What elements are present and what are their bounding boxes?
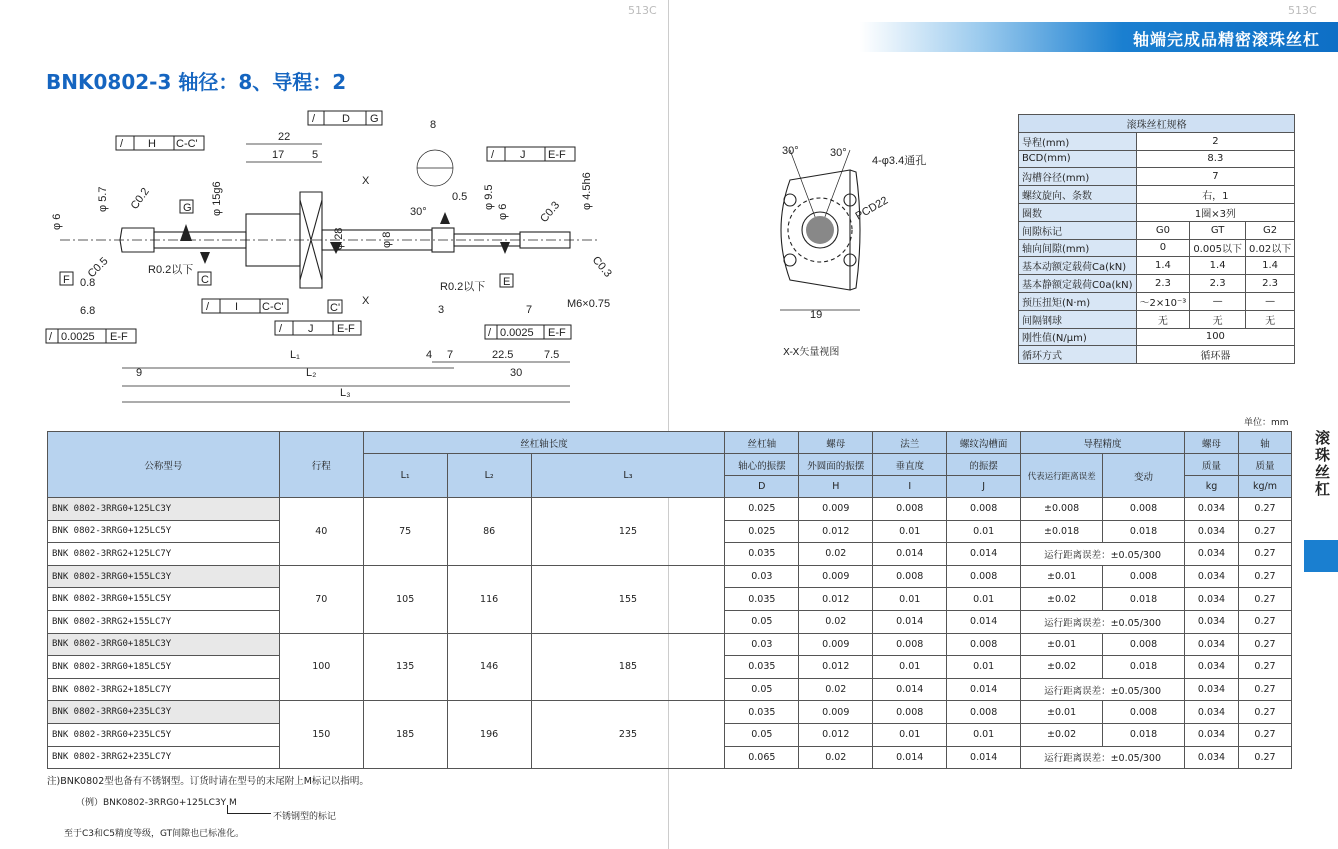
svg-text:X: X [362,295,370,307]
spec-value: ～2×10⁻³ [1136,292,1190,310]
lead-var-cell: 0.018 [1103,588,1185,611]
l1-cell: 105 [363,565,447,633]
model-cell: BNK 0802-3RRG0+125LC3Y [48,498,280,521]
nut-mass-cell: 0.034 [1185,610,1239,633]
header-nut-bot: kg [1185,476,1239,498]
svg-text:0.0025: 0.0025 [61,331,95,343]
svg-text:J: J [520,149,526,161]
svg-text:PCD22: PCD22 [853,194,891,223]
nut-mass-cell: 0.034 [1185,498,1239,521]
lead-rep-cell: ±0.01 [1021,565,1103,588]
runout-d-cell: 0.025 [725,498,799,521]
perp-i-cell: 0.01 [873,656,947,679]
l1-cell: 75 [363,498,447,566]
header-j-mid: 的振摆 [947,454,1021,476]
svg-text:E-F: E-F [548,149,566,161]
shaft-mass-cell: 0.27 [1238,565,1291,588]
svg-text:4-φ3.4通孔: 4-φ3.4通孔 [872,155,927,167]
header-lead: 导程精度 [1021,432,1185,454]
header-j-top: 螺纹沟槽面 [947,432,1021,454]
l3-cell: 185 [531,633,725,701]
model-cell: BNK 0802-3RRG0+185LC3Y [48,633,280,656]
shaft-mass-cell: 0.27 [1238,588,1291,611]
svg-text:22.5: 22.5 [492,349,514,361]
header-h-mid: 外圆面的振摆 [799,454,873,476]
table-row [48,498,1292,521]
lead-rep-cell: ±0.02 [1021,588,1103,611]
header-nut-top: 螺母 [1185,432,1239,454]
runout-j-cell: 0.008 [947,701,1021,724]
header-i-bot: I [873,476,947,498]
model-cell: BNK 0802-3RRG2+125LC7Y [48,543,280,566]
header-l1: L₁ [363,454,447,498]
header-stroke: 行程 [279,432,363,498]
svg-text:C-C': C-C' [176,138,198,150]
lead-merged-cell: 运行距离误差：±0.05/300 [1021,543,1185,566]
spec-value: G2 [1245,221,1294,239]
nut-mass-cell: 0.034 [1185,746,1239,769]
svg-text:R0.2以下: R0.2以下 [148,264,194,276]
lead-var-cell: 0.018 [1103,723,1185,746]
svg-text:7: 7 [447,349,454,361]
l3-cell: 125 [531,498,725,566]
header-nut-mid: 质量 [1185,454,1239,476]
datum-labels [60,175,513,314]
runout-d-cell: 0.035 [725,656,799,679]
runout-d-cell: 0.05 [725,678,799,701]
xx-view-caption: X-X矢量视图 [783,347,840,358]
dimension-table [47,431,1292,769]
runout-h-cell: 0.012 [799,656,873,679]
svg-text:/: / [120,138,124,150]
svg-text:7.5: 7.5 [544,349,560,361]
runout-j-cell: 0.014 [947,678,1021,701]
model-cell: BNK 0802-3RRG0+155LC3Y [48,565,280,588]
svg-text:X: X [362,175,370,187]
shaft-mass-cell: 0.27 [1238,746,1291,769]
runout-h-cell: 0.009 [799,701,873,724]
l2-cell: 196 [447,701,531,769]
xx-view-drawing [760,130,940,360]
spec-value: 7 [1136,168,1295,186]
lead-rep-cell: ±0.02 [1021,656,1103,679]
lead-rep-cell: ±0.01 [1021,701,1103,724]
svg-text:17: 17 [272,149,285,161]
runout-h-cell: 0.02 [799,543,873,566]
perp-i-cell: 0.008 [873,701,947,724]
table-row [48,701,1292,724]
lead-rep-cell: ±0.01 [1021,633,1103,656]
spec-value: G0 [1136,221,1190,239]
header-j-bot: J [947,476,1021,498]
svg-text:30°: 30° [410,206,427,218]
spec-label: 间隙标记 [1019,221,1137,239]
shaft-drawing [40,100,620,410]
note-2: （例）BNK0802-3RRG0+125LC3Y M [76,798,237,808]
header-shaft-top: 轴 [1238,432,1291,454]
shaft-mass-cell: 0.27 [1238,498,1291,521]
frame-j-bottom [275,321,361,335]
spec-value: 8.3 [1136,150,1295,168]
runout-j-cell: 0.008 [947,565,1021,588]
header-l2: L₂ [447,454,531,498]
shaft-mass-cell: 0.27 [1238,543,1291,566]
table-row [48,633,1292,656]
l2-cell: 86 [447,498,531,566]
runout-h-cell: 0.02 [799,746,873,769]
perp-i-cell: 0.014 [873,746,947,769]
spec-value: 1.4 [1245,257,1294,275]
spec-title: 滚珠丝杠规格 [1019,115,1295,133]
svg-text:0.5: 0.5 [452,191,468,203]
lead-var-cell: 0.008 [1103,701,1185,724]
stroke-cell: 100 [279,633,363,701]
svg-text:22: 22 [278,131,291,143]
spec-label: 基本静额定载荷C0a(kN) [1019,275,1137,293]
svg-text:C0.3: C0.3 [538,199,563,225]
spec-value: 2 [1136,132,1295,150]
header-d-mid: 轴心的振摆 [725,454,799,476]
svg-text:L₂: L₂ [306,367,317,379]
lead-var-cell: 0.018 [1103,520,1185,543]
runout-j-cell: 0.01 [947,723,1021,746]
svg-text:/: / [488,327,492,339]
lead-rep-cell: ±0.018 [1021,520,1103,543]
nut-mass-cell: 0.034 [1185,565,1239,588]
model-cell: BNK 0802-3RRG2+185LC7Y [48,678,280,701]
runout-h-cell: 0.012 [799,588,873,611]
note-4: 至于C3和C5精度等级，GT间隙也已标准化。 [64,829,245,839]
spec-value: 右，1 [1136,186,1295,204]
svg-text:7: 7 [526,304,533,316]
runout-h-cell: 0.02 [799,610,873,633]
spec-value: 循环器 [1136,346,1295,364]
svg-text:C0.3: C0.3 [589,254,614,280]
nut-mass-cell: 0.034 [1185,678,1239,701]
side-tab-marker [1304,540,1338,572]
svg-text:E: E [503,276,511,288]
perp-i-cell: 0.014 [873,543,947,566]
svg-text:φ 6: φ 6 [51,213,63,230]
nut-mass-cell: 0.034 [1185,656,1239,679]
frame-tol-right [485,325,571,339]
product-title: BNK0802-3 轴径：8、导程：2 [46,70,347,94]
nut-mass-cell: 0.034 [1185,543,1239,566]
header-i-mid: 垂直度 [873,454,947,476]
perp-i-cell: 0.01 [873,520,947,543]
runout-d-cell: 0.025 [725,520,799,543]
spec-label: 基本动额定载荷Ca(kN) [1019,257,1137,275]
svg-text:/: / [49,331,53,343]
unit-note: 单位：mm [1244,418,1289,428]
svg-text:F: F [63,274,70,286]
note-1: 注)BNK0802型也备有不锈钢型。订货时请在型号的末尾附上M标记以指明。 [47,776,369,787]
frame-j-top [487,147,575,161]
svg-text:C-C': C-C' [262,301,284,313]
l2-cell: 116 [447,565,531,633]
svg-text:/: / [279,323,283,335]
svg-text:30°: 30° [830,147,847,159]
svg-text:φ 9.5: φ 9.5 [483,184,495,210]
nut-mass-cell: 0.034 [1185,588,1239,611]
runout-d-cell: 0.035 [725,701,799,724]
l1-cell: 185 [363,701,447,769]
shaft-mass-cell: 0.27 [1238,610,1291,633]
svg-text:9: 9 [136,367,143,379]
runout-h-cell: 0.02 [799,678,873,701]
spec-value: 1圈×3列 [1136,203,1295,221]
shaft-mass-cell: 0.27 [1238,678,1291,701]
header-d-bot: D [725,476,799,498]
runout-d-cell: 0.035 [725,588,799,611]
svg-text:30°: 30° [782,145,799,157]
svg-text:E-F: E-F [110,331,128,343]
spec-value: 1.4 [1136,257,1190,275]
spec-value: 0.005以下 [1190,239,1246,257]
runout-j-cell: 0.014 [947,543,1021,566]
lead-var-cell: 0.008 [1103,565,1185,588]
model-cell: BNK 0802-3RRG0+235LC3Y [48,701,280,724]
lead-var-cell: 0.008 [1103,633,1185,656]
model-cell: BNK 0802-3RRG0+125LC5Y [48,520,280,543]
runout-h-cell: 0.009 [799,565,873,588]
svg-text:G: G [370,113,379,125]
header-lead-rep: 代表运行距离误差 [1021,454,1103,498]
spec-label: 导程(mm) [1019,132,1137,150]
runout-j-cell: 0.01 [947,588,1021,611]
header-model: 公称型号 [48,432,280,498]
spec-value: 1.4 [1190,257,1246,275]
spec-label: 轴向间隙(mm) [1019,239,1137,257]
frame-h [116,136,204,150]
runout-d-cell: 0.035 [725,543,799,566]
runout-h-cell: 0.012 [799,723,873,746]
page-number-left: 513C [628,4,657,17]
svg-text:φ 4.5h6: φ 4.5h6 [581,172,593,210]
side-tab-label: 滚珠丝杠 [1313,430,1331,498]
frame-i [202,299,288,313]
svg-text:φ 8: φ 8 [381,231,393,248]
nut-mass-cell: 0.034 [1185,633,1239,656]
header-lead-var: 变动 [1103,454,1185,498]
perp-i-cell: 0.01 [873,588,947,611]
shaft-mass-cell: 0.27 [1238,723,1291,746]
svg-text:D: D [342,113,350,125]
spec-label: 刚性值(N/μm) [1019,328,1137,346]
runout-h-cell: 0.012 [799,520,873,543]
stroke-cell: 40 [279,498,363,566]
shaft-mass-cell: 0.27 [1238,656,1291,679]
spec-value: 无 [1136,310,1190,328]
note-pointer-line [227,805,271,814]
spec-value: 0.02以下 [1245,239,1294,257]
l2-cell: 146 [447,633,531,701]
svg-text:C0.5: C0.5 [85,255,111,281]
header-title: 轴端完成品精密滚珠丝杠 [1132,30,1320,49]
nut-mass-cell: 0.034 [1185,520,1239,543]
header-h-top: 螺母 [799,432,873,454]
header-shaft-mid: 质量 [1238,454,1291,476]
spec-value: 无 [1190,310,1246,328]
model-cell: BNK 0802-3RRG0+155LC5Y [48,588,280,611]
model-cell: BNK 0802-3RRG0+235LC5Y [48,723,280,746]
svg-text:/: / [206,301,210,313]
header-d-top: 丝杠轴 [725,432,799,454]
l1-cell: 135 [363,633,447,701]
table-row [48,565,1292,588]
runout-j-cell: 0.014 [947,610,1021,633]
lead-merged-cell: 运行距离误差：±0.05/300 [1021,610,1185,633]
svg-text:φ 5.7: φ 5.7 [97,186,109,212]
spec-value: — [1190,292,1246,310]
header-band [860,22,1338,52]
header-l3: L₃ [531,454,725,498]
runout-j-cell: 0.008 [947,498,1021,521]
svg-text:M6×0.75: M6×0.75 [567,298,611,310]
runout-d-cell: 0.05 [725,610,799,633]
spec-label: 预压扭矩(N·m) [1019,292,1137,310]
runout-h-cell: 0.009 [799,633,873,656]
spec-label: 螺纹旋向、条数 [1019,186,1137,204]
runout-d-cell: 0.065 [725,746,799,769]
svg-text:L₃: L₃ [340,387,351,399]
runout-h-cell: 0.009 [799,498,873,521]
spec-value: 100 [1136,328,1295,346]
spec-value: 2.3 [1136,275,1190,293]
svg-text:R0.2以下: R0.2以下 [440,281,486,293]
svg-text:E-F: E-F [337,323,355,335]
runout-d-cell: 0.03 [725,633,799,656]
lead-rep-cell: ±0.008 [1021,498,1103,521]
frame-d [308,111,382,125]
svg-text:φ 15g6: φ 15g6 [211,181,223,216]
perp-i-cell: 0.008 [873,498,947,521]
runout-d-cell: 0.03 [725,565,799,588]
header-i-top: 法兰 [873,432,947,454]
svg-text:C': C' [330,302,341,314]
lead-merged-cell: 运行距离误差：±0.05/300 [1021,746,1185,769]
svg-text:6.8: 6.8 [80,305,96,317]
spec-label: 沟槽谷径(mm) [1019,168,1137,186]
lead-merged-cell: 运行距离误差：±0.05/300 [1021,678,1185,701]
header-shaft-bot: kg/m [1238,476,1291,498]
svg-text:I: I [235,301,239,313]
lead-var-cell: 0.018 [1103,656,1185,679]
svg-text:φ 28: φ 28 [333,227,345,250]
svg-text:φ 6: φ 6 [497,203,509,220]
note-3: 不锈钢型的标记 [273,812,337,822]
svg-text:0.8: 0.8 [80,277,96,289]
shaft-mass-cell: 0.27 [1238,633,1291,656]
l3-cell: 235 [531,701,725,769]
svg-text:J: J [308,323,314,335]
spec-value: 2.3 [1245,275,1294,293]
spec-value: — [1245,292,1294,310]
spec-value: 2.3 [1190,275,1246,293]
svg-text:C0.2: C0.2 [128,185,152,212]
svg-text:G: G [183,202,192,214]
runout-j-cell: 0.01 [947,520,1021,543]
lead-var-cell: 0.008 [1103,498,1185,521]
model-cell: BNK 0802-3RRG2+155LC7Y [48,610,280,633]
header-h-bot: H [799,476,873,498]
svg-text:C: C [201,274,209,286]
perp-i-cell: 0.008 [873,633,947,656]
perp-i-cell: 0.014 [873,610,947,633]
nut-mass-cell: 0.034 [1185,701,1239,724]
runout-j-cell: 0.008 [947,633,1021,656]
spec-value: GT [1190,221,1246,239]
svg-text:19: 19 [810,309,823,321]
spec-value: 0 [1136,239,1190,257]
svg-text:5: 5 [312,149,319,161]
svg-text:0.0025: 0.0025 [500,327,534,339]
spec-label: 间隔钢球 [1019,310,1137,328]
nut-mass-cell: 0.034 [1185,723,1239,746]
svg-text:30: 30 [510,367,523,379]
stroke-cell: 150 [279,701,363,769]
runout-j-cell: 0.014 [947,746,1021,769]
spec-table [1018,114,1295,364]
perp-i-cell: 0.008 [873,565,947,588]
shaft-mass-cell: 0.27 [1238,520,1291,543]
runout-d-cell: 0.05 [725,723,799,746]
spec-label: 循环方式 [1019,346,1137,364]
stroke-cell: 70 [279,565,363,633]
svg-text:4: 4 [426,349,433,361]
perp-i-cell: 0.01 [873,723,947,746]
svg-text:E-F: E-F [548,327,566,339]
spec-value: 无 [1245,310,1294,328]
spec-label: 圈数 [1019,203,1137,221]
svg-text:8: 8 [430,119,437,131]
page-number-right: 513C [1288,4,1317,17]
runout-j-cell: 0.01 [947,656,1021,679]
lead-rep-cell: ±0.02 [1021,723,1103,746]
perp-i-cell: 0.014 [873,678,947,701]
shaft-mass-cell: 0.27 [1238,701,1291,724]
frame-tol-left [46,329,136,343]
l3-cell: 155 [531,565,725,633]
model-cell: BNK 0802-3RRG0+185LC5Y [48,656,280,679]
side-tab [1304,430,1338,498]
model-cell: BNK 0802-3RRG2+235LC7Y [48,746,280,769]
svg-text:3: 3 [438,304,445,316]
svg-text:H: H [148,138,156,150]
svg-text:/: / [312,113,316,125]
svg-text:/: / [491,149,495,161]
svg-text:L₁: L₁ [290,349,300,361]
header-length: 丝杠轴长度 [363,432,725,454]
spec-label: BCD(mm) [1019,150,1137,168]
